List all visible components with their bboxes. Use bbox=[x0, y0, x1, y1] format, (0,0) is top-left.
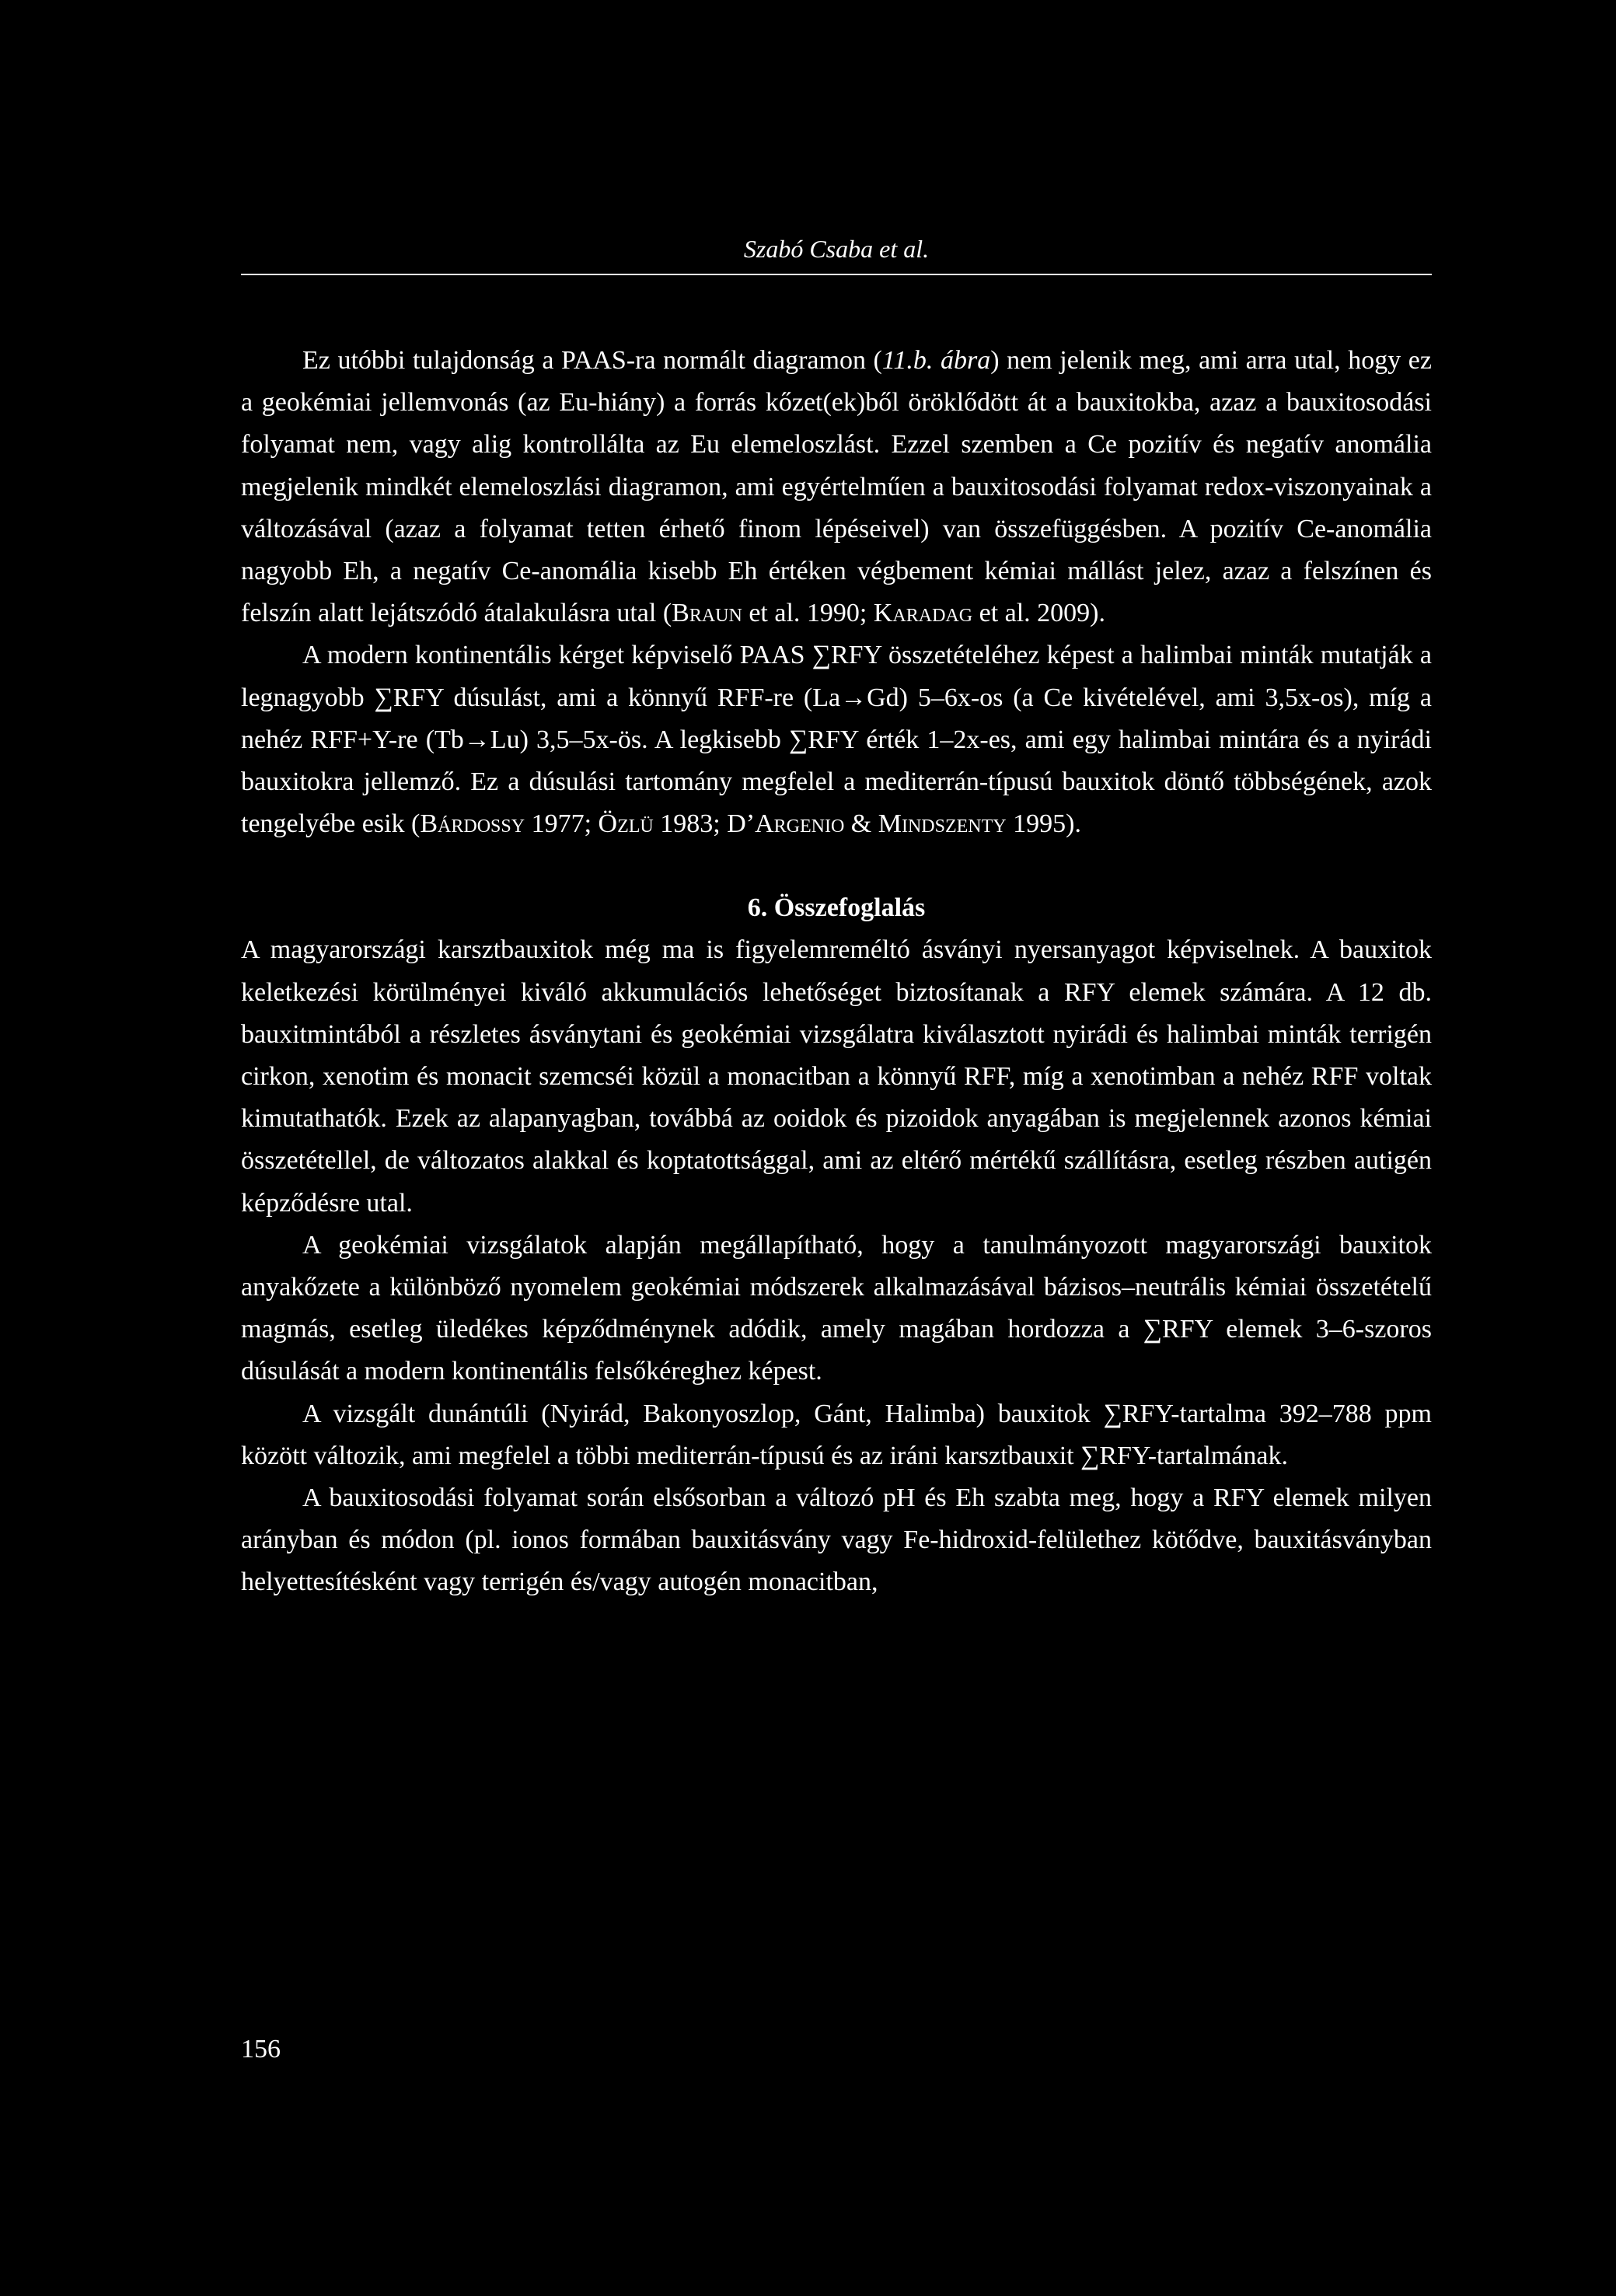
section-heading: 6. Összefoglalás bbox=[747, 893, 926, 923]
text-run: & bbox=[844, 809, 878, 839]
text-run: 1995). bbox=[1006, 809, 1081, 839]
text-run: 1983; D’ bbox=[653, 809, 756, 839]
page-number: 156 bbox=[241, 2035, 281, 2064]
paragraph-eu-ce-anomaly bbox=[241, 340, 1432, 634]
citation-author: Karadag bbox=[873, 599, 973, 628]
page-header bbox=[241, 230, 1432, 275]
paragraph-summary-4: A bauxitosodási folyamat során elsősorban a változó pH és Eh szabta meg, hogy a RFY elemek milyen arányban és módon (pl. ionos formában bauxitásvány vagy Fe-hidroxid-felülethez kötődve, bauxitásványban helyettesítésként vagy terrigén és/vagy autogén monacitban, bbox=[241, 1483, 1432, 1597]
text-run: A modern kontinentális kérget képviselő PAAS ∑RFY összetételéhez képest a halimbai minták mutatják a legnagyobb ∑RFY dúsulást, ami a könnyű RFF-re (La→Gd) 5–6x-os (a Ce kivételével, ami 3,5x-os), míg a nehéz RFF+Y-re (Tb→Lu) 3,5–5x-ös. A legkisebb ∑RFY érték 1–2x-es, ami egy halimbai mintára és a nyirádi bauxitokra jellemző. Ez a dúsulási tartomány megfelel a mediterrán-típusú bauxitok döntő többségének, azok tengelyébe esik ( bbox=[241, 641, 1432, 839]
text-run: 1977; bbox=[525, 809, 599, 839]
citation-author: Braun bbox=[672, 599, 742, 628]
citation-author: Argenio bbox=[755, 809, 845, 839]
citation-author: Bárdossy bbox=[420, 809, 525, 839]
paragraph-summary-1: A magyarországi karsztbauxitok még ma is figyelemreméltó ásványi nyersanyagot képviselnek. A bauxitok keletkezési körülményei kiváló akkumulációs lehetőséget biztosítanak a RFY elemek számára. A 12 db. bauxitmintából a részletes ásványtani és geokémiai vizsgálatra kiválasztott nyirádi és halimbai minták terrigén cirkon, xenotim és monacit szemcséi közül a monacitban a könnyű RFF, míg a xenotimban a nehéz RFF voltak kimutathatók. Ezek az alapanyagban, továbbá az ooidok és pizoidok anyagában is megjelennek azonos kémiai összetétellel, de változatos alakkal és koptatottsággal, ami az eltérő mértékű szállításra, esetleg részben autigén képződésre utal. bbox=[241, 935, 1432, 1218]
body-text bbox=[241, 340, 1432, 1604]
paragraph-summary-3: A vizsgált dunántúli (Nyirád, Bakonyoszlop, Gánt, Halimba) bauxitok ∑RFY-tartalma 392–788 ppm között változik, ami megfelel a többi mediterrán-típusú és az iráni karsztbauxit ∑RFY-tartalmának. bbox=[241, 1399, 1432, 1470]
citation-author: Mindszenty bbox=[878, 809, 1007, 839]
running-head: Szabó Csaba et al. bbox=[743, 235, 930, 263]
text-run: et al. 1990; bbox=[742, 599, 874, 628]
paragraph-summary-2: A geokémiai vizsgálatok alapján megállapítható, hogy a tanulmányozott magyarországi bauxitok anyakőzete a különböző nyomelem geokémiai módszerek alkalmazásával bázisos–neutrális kémiai összetételű magmás, esetleg üledékes képződménynek adódik, amely magában hordozza a ∑RFY elemek 3–6-szoros dúsulását a modern kontinentális felsőkéreghez képest. bbox=[241, 1230, 1432, 1386]
text-run: Ez utóbbi tulajdonság a PAAS-ra normált diagramon ( bbox=[302, 346, 882, 375]
figure-reference: 11.b. ábra bbox=[881, 346, 991, 375]
text-run: et al. 2009). bbox=[972, 599, 1106, 628]
text-run: ) nem jelenik meg, ami arra utal, hogy ez a geokémiai jellemvonás (az Eu-hiány) a forrás kőzet(ek)ből öröklődött át a bauxitokba, azaz a bauxitosodási folyamat nem, vagy alig kontrollálta az Eu elemeloszlást. Ezzel szemben a Ce pozitív és negatív anomália megjelenik mindkét elemeloszlási diagramon, ami egyértelműen a bauxitosodási folyamat redox-viszonyainak a változásával (azaz a folyamat tetten érhető finom lépéseivel) van összefüggésben. A pozitív Ce-anomália nagyobb Eh, a negatív Ce-anomália kisebb Eh értéken végbement kémiai mállást jelez, azaz a felszínen és felszín alatt lejátszódó átalakulásra utal ( bbox=[241, 346, 1432, 628]
paragraph-paas-enrichment bbox=[241, 634, 1432, 845]
citation-author: Özlü bbox=[598, 809, 654, 839]
